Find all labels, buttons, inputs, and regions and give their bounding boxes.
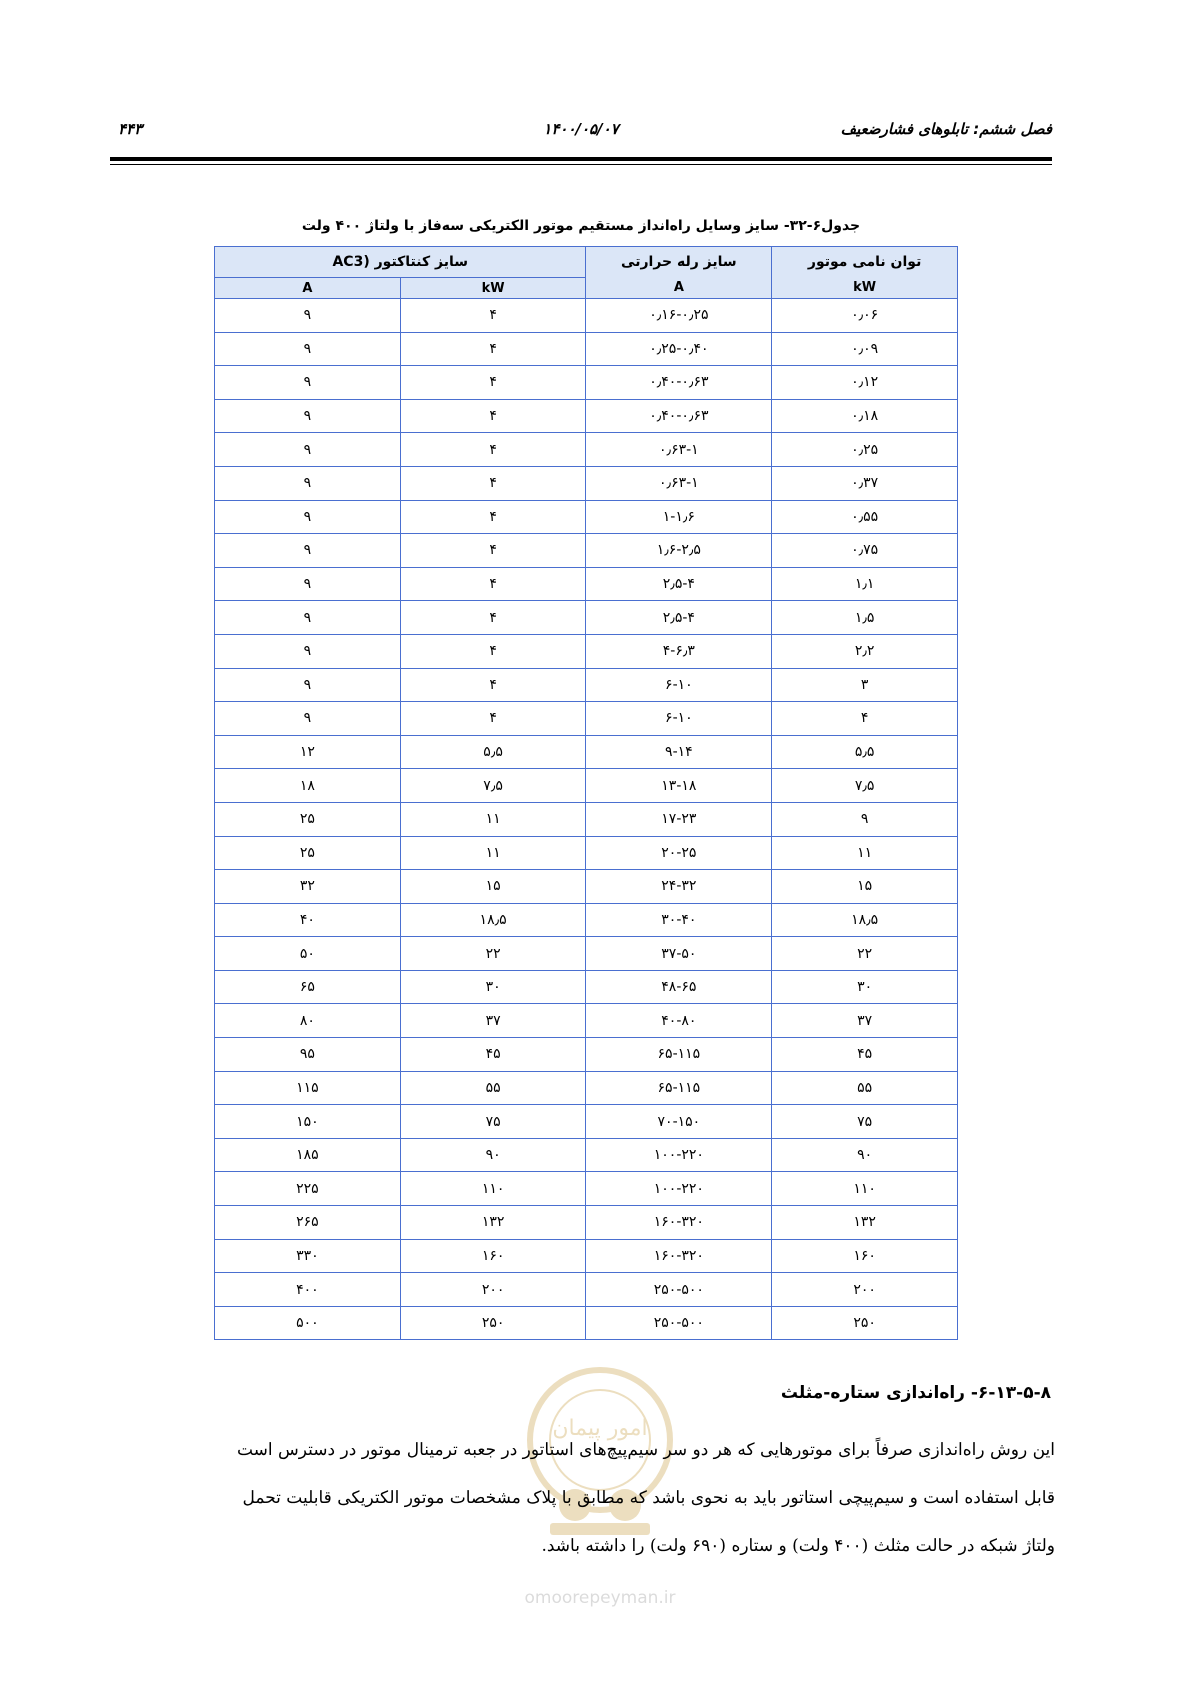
- cell-contactor-kw: ۱۸٫۵: [400, 903, 586, 937]
- cell-thermal-relay: ۱۰۰-۲۲۰: [586, 1172, 772, 1206]
- table-row: [215, 634, 958, 668]
- table-row: [215, 903, 958, 937]
- cell-motor-power: ۱۸٫۵: [772, 903, 958, 937]
- table-row: [215, 1306, 958, 1340]
- cell-motor-power: ۱۶۰: [772, 1239, 958, 1273]
- cell-contactor-a: ۹: [215, 466, 401, 500]
- cell-motor-power: ۰٫۷۵: [772, 534, 958, 568]
- cell-contactor-kw: ۷۵: [400, 1105, 586, 1139]
- cell-motor-power: ۵٫۵: [772, 735, 958, 769]
- cell-contactor-kw: ۴: [400, 702, 586, 736]
- cell-thermal-relay: ۱۶۰-۳۲۰: [586, 1206, 772, 1240]
- table-row: [215, 332, 958, 366]
- chapter-title: فصل ششم: تابلوهای فشارضعیف: [840, 120, 1052, 138]
- cell-motor-power: ۰٫۰۹: [772, 332, 958, 366]
- cell-contactor-a: ۳۳۰: [215, 1239, 401, 1273]
- cell-motor-power: ۱۵: [772, 870, 958, 904]
- unit-thermal-relay: A: [586, 278, 772, 299]
- cell-thermal-relay: ۶-۱۰: [586, 702, 772, 736]
- cell-thermal-relay: ۶۵-۱۱۵: [586, 1071, 772, 1105]
- cell-contactor-a: ۱۲: [215, 735, 401, 769]
- cell-contactor-kw: ۱۶۰: [400, 1239, 586, 1273]
- cell-contactor-a: ۹۵: [215, 1038, 401, 1072]
- cell-thermal-relay: ۲٫۵-۴: [586, 601, 772, 635]
- cell-contactor-kw: ۴: [400, 668, 586, 702]
- cell-contactor-kw: ۱۱۰: [400, 1172, 586, 1206]
- cell-motor-power: ۷۵: [772, 1105, 958, 1139]
- cell-contactor-kw: ۴: [400, 299, 586, 333]
- cell-contactor-a: ۴۰۰: [215, 1273, 401, 1307]
- table-row: [215, 534, 958, 568]
- table-row: [215, 399, 958, 433]
- cell-thermal-relay: ۴-۶٫۳: [586, 634, 772, 668]
- cell-contactor-kw: ۷٫۵: [400, 769, 586, 803]
- table-row: [215, 1273, 958, 1307]
- cell-contactor-a: ۶۵: [215, 970, 401, 1004]
- table-row: [215, 466, 958, 500]
- table-row: [215, 769, 958, 803]
- header-motor-power: توان نامی موتور: [772, 247, 958, 278]
- table-row: [215, 870, 958, 904]
- table-row: [215, 1004, 958, 1038]
- cell-contactor-a: ۱۸: [215, 769, 401, 803]
- cell-thermal-relay: ۰٫۶۳-۱: [586, 466, 772, 500]
- header-thermal-relay: سایز رله حرارتی: [586, 247, 772, 278]
- cell-thermal-relay: ۴۸-۶۵: [586, 970, 772, 1004]
- cell-thermal-relay: ۰٫۴۰-۰٫۶۳: [586, 399, 772, 433]
- section-body: [110, 1426, 1055, 1570]
- cell-motor-power: ۲۰۰: [772, 1273, 958, 1307]
- cell-motor-power: ۲۵۰: [772, 1306, 958, 1340]
- section-title: ۶-۱۳-۵-۸- راه‌اندازی ستاره-مثلث: [780, 1383, 1051, 1403]
- body-line: قابل استفاده است و سیم‌پیچی استاتور باید به نحوی باشد که مطابق با پلاک مشخصات موتور الکتریکی قابلیت تحمل: [242, 1488, 1055, 1508]
- cell-contactor-a: ۲۵: [215, 836, 401, 870]
- cell-thermal-relay: ۲۴-۳۲: [586, 870, 772, 904]
- cell-thermal-relay: ۲۰-۲۵: [586, 836, 772, 870]
- cell-motor-power: ۰٫۱۲: [772, 366, 958, 400]
- cell-contactor-kw: ۳۷: [400, 1004, 586, 1038]
- cell-motor-power: ۳۰: [772, 970, 958, 1004]
- cell-motor-power: ۱٫۱: [772, 567, 958, 601]
- cell-motor-power: ۳: [772, 668, 958, 702]
- cell-contactor-kw: ۴: [400, 466, 586, 500]
- cell-contactor-kw: ۴: [400, 634, 586, 668]
- table-row: [215, 1071, 958, 1105]
- cell-contactor-kw: ۱۵: [400, 870, 586, 904]
- cell-thermal-relay: ۳۰-۴۰: [586, 903, 772, 937]
- cell-contactor-kw: ۳۰: [400, 970, 586, 1004]
- cell-contactor-a: ۹: [215, 399, 401, 433]
- cell-thermal-relay: ۲۵۰-۵۰۰: [586, 1273, 772, 1307]
- cell-contactor-a: ۸۰: [215, 1004, 401, 1038]
- cell-motor-power: ۱۱: [772, 836, 958, 870]
- body-line: این روش راه‌اندازی صرفاً برای موتورهایی که هر دو سر سیم‌پیچ‌های استاتور در جعبه ترمینال موتور در دسترس است: [236, 1440, 1055, 1460]
- cell-motor-power: ۱۱۰: [772, 1172, 958, 1206]
- header-rule-thin: [110, 164, 1052, 165]
- header-contactor: [215, 247, 586, 278]
- cell-contactor-kw: ۴: [400, 366, 586, 400]
- cell-motor-power: ۱۳۲: [772, 1206, 958, 1240]
- table-row: [215, 366, 958, 400]
- cell-contactor-a: ۵۰: [215, 937, 401, 971]
- cell-thermal-relay: ۰٫۴۰-۰٫۶۳: [586, 366, 772, 400]
- cell-motor-power: ۳۷: [772, 1004, 958, 1038]
- cell-contactor-kw: ۵٫۵: [400, 735, 586, 769]
- table-row: [215, 299, 958, 333]
- cell-contactor-kw: ۴: [400, 500, 586, 534]
- cell-contactor-kw: ۲۲: [400, 937, 586, 971]
- table-row: [215, 836, 958, 870]
- table-row: [215, 1138, 958, 1172]
- cell-contactor-kw: ۴۵: [400, 1038, 586, 1072]
- cell-contactor-a: ۹: [215, 634, 401, 668]
- cell-contactor-kw: ۴: [400, 433, 586, 467]
- cell-motor-power: ۵۵: [772, 1071, 958, 1105]
- cell-motor-power: ۲۲: [772, 937, 958, 971]
- cell-contactor-a: ۹: [215, 567, 401, 601]
- table-row: [215, 1038, 958, 1072]
- header-rule-thick: [110, 157, 1052, 161]
- cell-contactor-kw: ۱۱: [400, 802, 586, 836]
- cell-thermal-relay: ۰٫۶۳-۱: [586, 433, 772, 467]
- cell-thermal-relay: ۱-۱٫۶: [586, 500, 772, 534]
- table-caption: جدول۶-۳۲- سایز وسایل راه‌انداز مستقیم موتور الکتریکی سه‌فاز با ولتاژ ۴۰۰ ولت: [301, 218, 861, 234]
- cell-contactor-kw: ۴: [400, 601, 586, 635]
- cell-contactor-a: ۹: [215, 332, 401, 366]
- cell-thermal-relay: ۳۷-۵۰: [586, 937, 772, 971]
- cell-contactor-kw: ۹۰: [400, 1138, 586, 1172]
- cell-motor-power: ۰٫۰۶: [772, 299, 958, 333]
- cell-contactor-kw: ۲۵۰: [400, 1306, 586, 1340]
- cell-contactor-a: ۹: [215, 702, 401, 736]
- cell-contactor-a: ۹: [215, 500, 401, 534]
- cell-thermal-relay: ۲۵۰-۵۰۰: [586, 1306, 772, 1340]
- motor-starter-table: [214, 246, 958, 1340]
- cell-thermal-relay: ۱٫۶-۲٫۵: [586, 534, 772, 568]
- cell-motor-power: ۷٫۵: [772, 769, 958, 803]
- cell-contactor-a: ۲۶۵: [215, 1206, 401, 1240]
- cell-thermal-relay: ۷۰-۱۵۰: [586, 1105, 772, 1139]
- cell-contactor-a: ۲۵: [215, 802, 401, 836]
- cell-motor-power: ۰٫۱۸: [772, 399, 958, 433]
- cell-contactor-a: ۲۲۵: [215, 1172, 401, 1206]
- cell-motor-power: ۰٫۳۷: [772, 466, 958, 500]
- cell-contactor-a: ۴۰: [215, 903, 401, 937]
- cell-contactor-a: ۹: [215, 366, 401, 400]
- cell-motor-power: ۴: [772, 702, 958, 736]
- cell-contactor-kw: ۴: [400, 399, 586, 433]
- cell-contactor-kw: ۴: [400, 567, 586, 601]
- table-row: [215, 702, 958, 736]
- cell-motor-power: ۹۰: [772, 1138, 958, 1172]
- cell-motor-power: ۰٫۵۵: [772, 500, 958, 534]
- cell-thermal-relay: ۰٫۱۶-۰٫۲۵: [586, 299, 772, 333]
- cell-thermal-relay: ۱۷-۲۳: [586, 802, 772, 836]
- cell-contactor-a: ۹: [215, 534, 401, 568]
- unit-contactor-a: A: [215, 278, 401, 299]
- cell-contactor-kw: ۵۵: [400, 1071, 586, 1105]
- table-row: [215, 500, 958, 534]
- watermark-url: omoorepeyman.ir: [524, 1588, 676, 1608]
- table-row: [215, 668, 958, 702]
- watermark-logo-text: امور پیمان: [552, 1416, 648, 1441]
- cell-contactor-a: ۱۵۰: [215, 1105, 401, 1139]
- header-date: ۱۴۰۰/۰۵/۰۷: [543, 120, 619, 138]
- header-contactor-label: سایز کنتاکتور (AC3: [332, 254, 468, 270]
- cell-contactor-a: ۹: [215, 668, 401, 702]
- cell-contactor-a: ۹: [215, 433, 401, 467]
- cell-thermal-relay: ۶۵-۱۱۵: [586, 1038, 772, 1072]
- cell-contactor-kw: ۴: [400, 534, 586, 568]
- cell-contactor-kw: ۲۰۰: [400, 1273, 586, 1307]
- page-number: ۴۴۳: [118, 120, 143, 138]
- cell-thermal-relay: ۱۰۰-۲۲۰: [586, 1138, 772, 1172]
- cell-motor-power: ۰٫۲۵: [772, 433, 958, 467]
- cell-contactor-a: ۱۸۵: [215, 1138, 401, 1172]
- cell-thermal-relay: ۲٫۵-۴: [586, 567, 772, 601]
- unit-motor-power: kW: [772, 278, 958, 299]
- cell-thermal-relay: ۱۶۰-۳۲۰: [586, 1239, 772, 1273]
- page-header: [110, 118, 1052, 142]
- cell-thermal-relay: ۰٫۲۵-۰٫۴۰: [586, 332, 772, 366]
- cell-thermal-relay: ۹-۱۴: [586, 735, 772, 769]
- table-row: [215, 1105, 958, 1139]
- cell-motor-power: ۱٫۵: [772, 601, 958, 635]
- table-row: [215, 1172, 958, 1206]
- table-row: [215, 970, 958, 1004]
- cell-contactor-a: ۳۲: [215, 870, 401, 904]
- cell-thermal-relay: ۱۳-۱۸: [586, 769, 772, 803]
- table-row: [215, 601, 958, 635]
- table-body: [215, 299, 958, 1340]
- table-row: [215, 433, 958, 467]
- table-row: [215, 1239, 958, 1273]
- unit-contactor-kw: kW: [400, 278, 586, 299]
- cell-motor-power: ۴۵: [772, 1038, 958, 1072]
- cell-thermal-relay: ۶-۱۰: [586, 668, 772, 702]
- cell-motor-power: ۲٫۲: [772, 634, 958, 668]
- table-row: [215, 567, 958, 601]
- cell-contactor-a: ۹: [215, 299, 401, 333]
- body-line: ولتاژ شبکه در حالت مثلث (۴۰۰ ولت) و ستاره (۶۹۰ ولت) را داشته باشد.: [541, 1536, 1055, 1556]
- cell-contactor-kw: ۴: [400, 332, 586, 366]
- table-row: [215, 735, 958, 769]
- cell-contactor-a: ۱۱۵: [215, 1071, 401, 1105]
- table-row: [215, 1206, 958, 1240]
- cell-contactor-kw: ۱۱: [400, 836, 586, 870]
- cell-motor-power: ۹: [772, 802, 958, 836]
- table-row: [215, 802, 958, 836]
- cell-contactor-kw: ۱۳۲: [400, 1206, 586, 1240]
- cell-thermal-relay: ۴۰-۸۰: [586, 1004, 772, 1038]
- cell-contactor-a: ۹: [215, 601, 401, 635]
- table-row: [215, 937, 958, 971]
- cell-contactor-a: ۵۰۰: [215, 1306, 401, 1340]
